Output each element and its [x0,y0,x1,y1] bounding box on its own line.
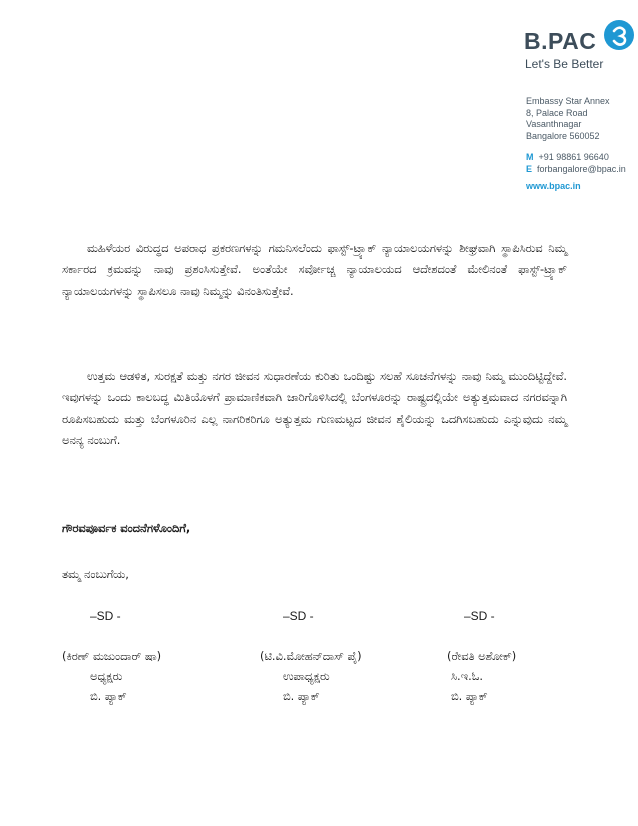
signature-mark-2: –SD - [283,609,314,623]
address-line: Vasanthnagar [526,119,582,129]
logo-tagline: Let's Be Better [525,57,604,71]
logo-mark-icon [603,19,635,51]
bpac-logo [524,14,629,76]
signatory-org-3: ಬಿ. ಪ್ಯಾಕ್ [451,689,488,703]
address-line: Embassy Star Annex [526,96,610,106]
signatory-title-2: ಉಪಾಧ್ಯಕ್ಷರು [283,669,330,683]
closing-salutation: ಗೌರವಪೂರ್ವಕ ವಂದನೆಗಳೊಂದಿಗೆ, [62,521,191,535]
signatory-org-2: ಬಿ. ಪ್ಯಾಕ್ [283,689,320,703]
body-paragraph-1: ಮಹಿಳೆಯರ ವಿರುದ್ಧದ ಅಪರಾಧ ಪ್ರಕರಣಗಳನ್ನು ಗಮನಿಸಲೆಂದು ಫಾಸ್ಟ್-ಟ್ರ್ಯಾಕ್ ನ್ಯಾಯಾಲಯಗಳನ್ನು ಶೀಘ್ರವಾಗಿ ಸ್ಥಾಪಿಸಿರುವ ನಿಮ್ಮ ಸರ್ಕಾರದ ಕ್ರಮವನ್ನು ನಾವು ಪ್ರಶಂಸಿಸುತ್ತೇವೆ. ಅಂತೆಯೇ ಸರ್ವೋಚ್ಚ ನ್ಯಾಯಾಲಯದ ಆದೇಶದಂತೆ ಮೇಲಿನಂತೆ ಫಾಸ್ಟ್-ಟ್ರ್ಯಾಕ್ ನ್ಯಾಯಾಲಯಗಳನ್ನು ಸ್ಥಾಪಿಸಲೂ ನಾವು ನಿಮ್ಮನ್ನು ವಿನಂತಿಸುತ್ತೇವೆ. [62,241,567,298]
logo-text: B.PAC [524,28,597,54]
email-label: E [526,163,533,174]
signature-mark-3: –SD - [464,609,495,623]
email-link[interactable]: forbangalore@bpac.in [537,163,626,174]
address-block [526,96,610,142]
yours-faithfully: ತಮ್ಮ ನಂಬುಗೆಯ, [62,567,129,581]
signatory-org-1: ಬಿ. ಪ್ಯಾಕ್ [90,689,127,703]
signatory-name-1: (ಕಿರಣ್ ಮಜುಂದಾರ್ ಷಾ) [62,649,162,663]
address-line: 8, Palace Road [526,107,588,118]
body-paragraph-2: ಉತ್ತಮ ಆಡಳಿತ, ಸುರಕ್ಷತೆ ಮತ್ತು ನಗರ ಜೀವನ ಸುಧಾರಣೆಯ ಕುರಿತು ಒಂದಿಷ್ಟು ಸಲಹೆ ಸೂಚನೆಗಳನ್ನು ನಾವು ನಿಮ್ಮ ಮುಂದಿಟ್ಟಿದ್ದೇವೆ. ಇವುಗಳನ್ನು ಒಂದು ಕಾಲಬದ್ಧ ಮಿತಿಯೊಳಗೆ ಪ್ರಾಮಾಣಿಕವಾಗಿ ಜಾರಿಗೊಳಿಸಿದಲ್ಲಿ ಬೆಂಗಳೂರನ್ನು ರಾಷ್ಟ್ರದಲ್ಲಿಯೇ ಅತ್ಯುತ್ತಮವಾದ ನಗರವನ್ನಾಗಿ ರೂಪಿಸಬಹುದು ಮತ್ತು ಬೆಂಗಳೂರಿನ ಎಲ್ಲ ನಾಗರಿಕರಿಗೂ ಅತ್ಯುತ್ತಮ ಗುಣಮಟ್ಟದ ಜೀವನ ಶೈಲಿಯನ್ನು ಒದಗಿಸಬಹುದು ಎನ್ನುವುದು ನಮ್ಮ ಅನನ್ಯ ನಂಬುಗೆ. [62,369,567,447]
address-line: Bangalore 560052 [526,130,600,141]
phone-label: M [526,152,534,162]
phone-line [526,152,626,164]
email-line [526,164,626,176]
signatory-title-3: ಸಿ.ಇ.ಓ. [451,669,483,683]
signature-mark-1: –SD - [90,609,121,623]
website-link[interactable]: www.bpac.in [526,181,581,191]
contact-block [526,152,626,175]
signatory-title-1: ಅಧ್ಯಕ್ಷರು [90,669,123,683]
signatory-name-2: (ಟಿ.ವಿ.ಮೋಹನ್‌ದಾಸ್ ಪೈ) [260,649,362,663]
phone-number: +91 98861 96640 [538,152,609,162]
signatory-name-3: (ರೇವತಿ ಅಶೋಕ್) [447,649,517,663]
